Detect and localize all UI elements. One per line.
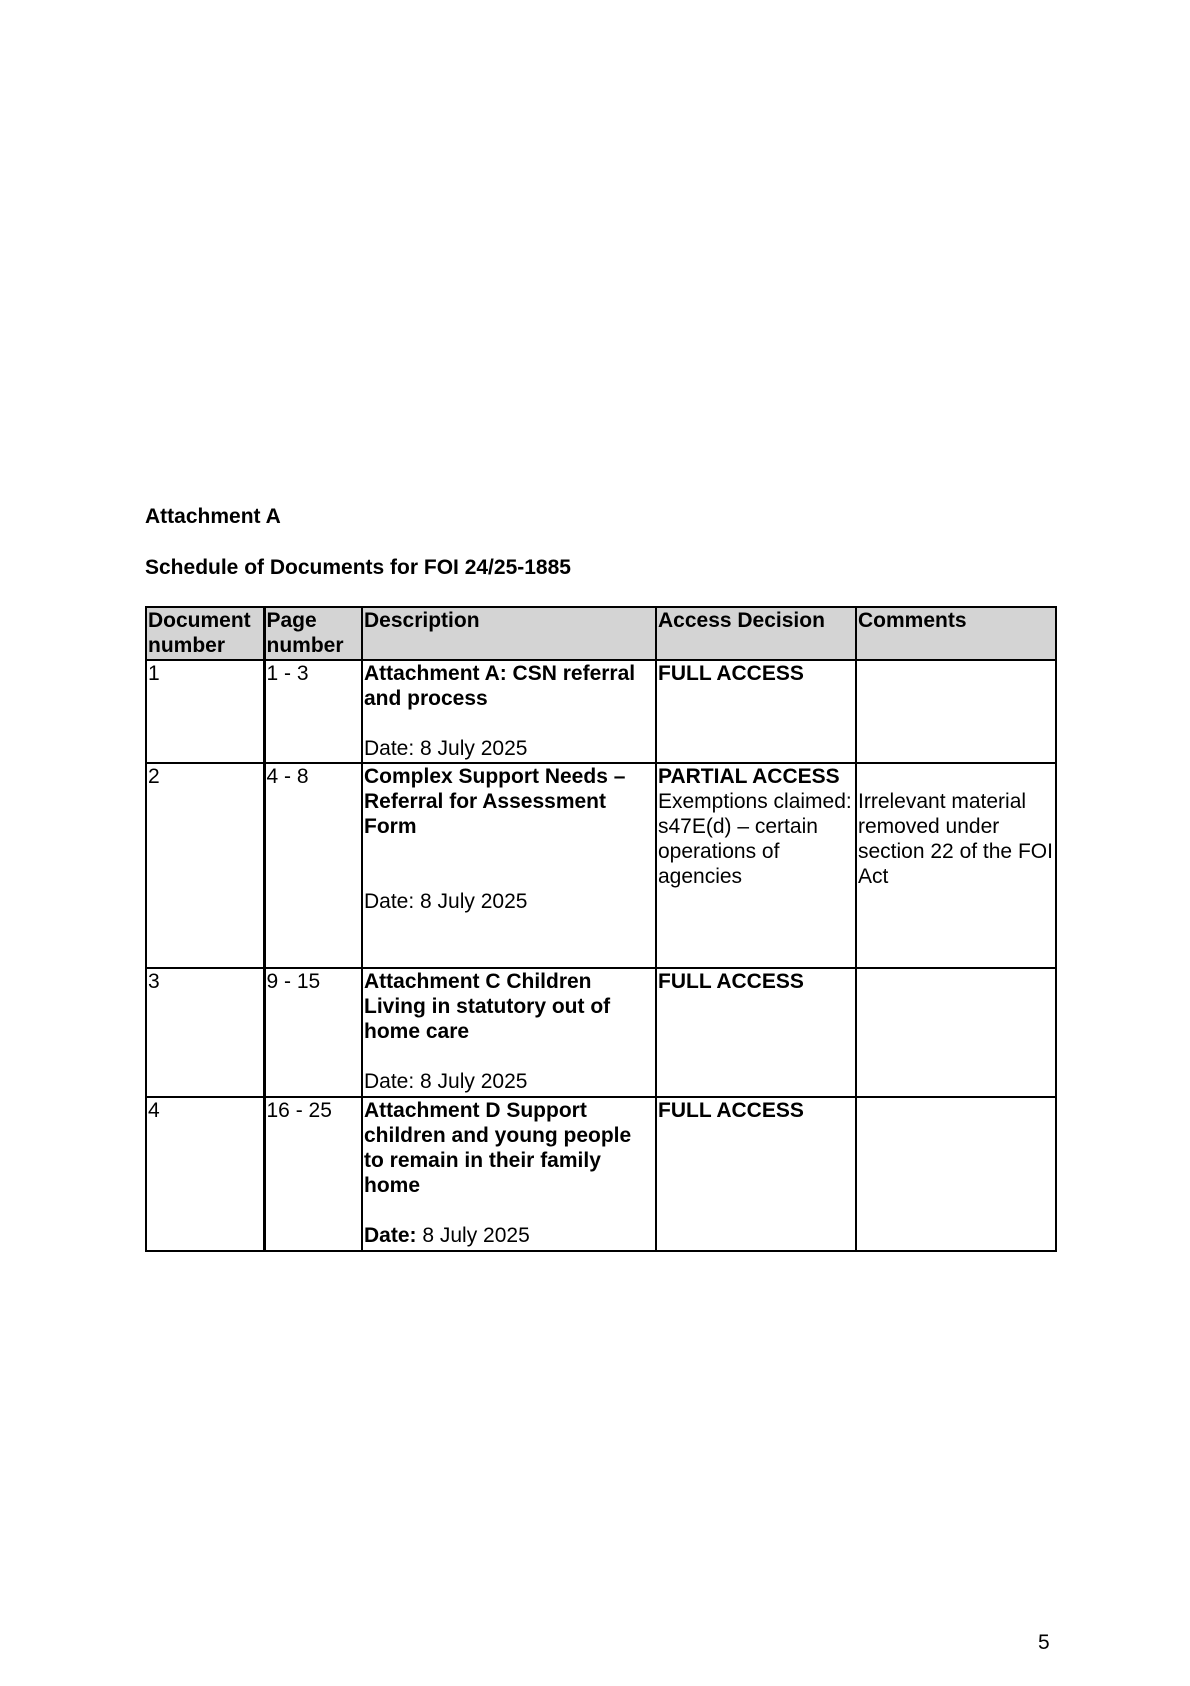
document-number-cell: 1: [146, 660, 264, 763]
comments-text: Irrelevant material removed under section 22 of the FOI Act: [858, 790, 1053, 888]
description-title: Complex Support Needs – Referral for Assessment Form: [364, 765, 626, 838]
table-row: [146, 763, 1056, 968]
header-page-number: Page number: [264, 607, 362, 660]
schedule-of-documents-table: [145, 606, 1057, 1252]
description-date: Date: 8 July 2025: [364, 1224, 530, 1247]
access-decision-cell: [656, 968, 856, 1097]
description-title: Attachment D Support children and young people to remain in their family home: [364, 1099, 632, 1197]
description-cell: [362, 660, 656, 763]
description-title: Attachment A: CSN referral and process: [364, 662, 636, 710]
page-number-cell: 4 - 8: [264, 763, 362, 968]
description-date: Date: 8 July 2025: [364, 737, 528, 760]
document-number-cell: 3: [146, 968, 264, 1097]
access-decision: FULL ACCESS: [658, 662, 804, 685]
page-number-cell: 16 - 25: [264, 1097, 362, 1251]
description-date: Date: 8 July 2025: [364, 1070, 528, 1093]
attachment-heading: Attachment A: [145, 505, 281, 528]
header-access-decision: Access Decision: [656, 607, 856, 660]
page-number-cell: 9 - 15: [264, 968, 362, 1097]
table-row: [146, 660, 1056, 763]
access-exemptions: Exemptions claimed: s47E(d) – certain operations of agencies: [658, 790, 852, 888]
header-document-number: Document number: [146, 607, 264, 660]
access-decision-cell: [656, 763, 856, 968]
comments-cell: [856, 968, 1056, 1097]
comments-cell: [856, 660, 1056, 763]
comments-cell: [856, 1097, 1056, 1251]
description-cell: [362, 1097, 656, 1251]
document-number-cell: 4: [146, 1097, 264, 1251]
description-cell: [362, 968, 656, 1097]
schedule-heading: Schedule of Documents for FOI 24/25-1885: [145, 556, 571, 579]
header-comments: Comments: [856, 607, 1056, 660]
table-row: [146, 968, 1056, 1097]
table-row: [146, 1097, 1056, 1251]
table-header-row: [146, 607, 1056, 660]
access-decision: FULL ACCESS: [658, 970, 804, 993]
access-decision-cell: [656, 1097, 856, 1251]
page-number-cell: 1 - 3: [264, 660, 362, 763]
description-cell: [362, 763, 656, 968]
description-title: Attachment C Children Living in statutory out of home care: [364, 970, 611, 1043]
access-decision: PARTIAL ACCESS: [658, 765, 840, 788]
comments-cell: [856, 763, 1056, 968]
access-decision-cell: [656, 660, 856, 763]
document-number-cell: 2: [146, 763, 264, 968]
page-number: 5: [1038, 1631, 1050, 1654]
description-date: Date: 8 July 2025: [364, 890, 528, 913]
header-description: Description: [362, 607, 656, 660]
access-decision: FULL ACCESS: [658, 1099, 804, 1122]
